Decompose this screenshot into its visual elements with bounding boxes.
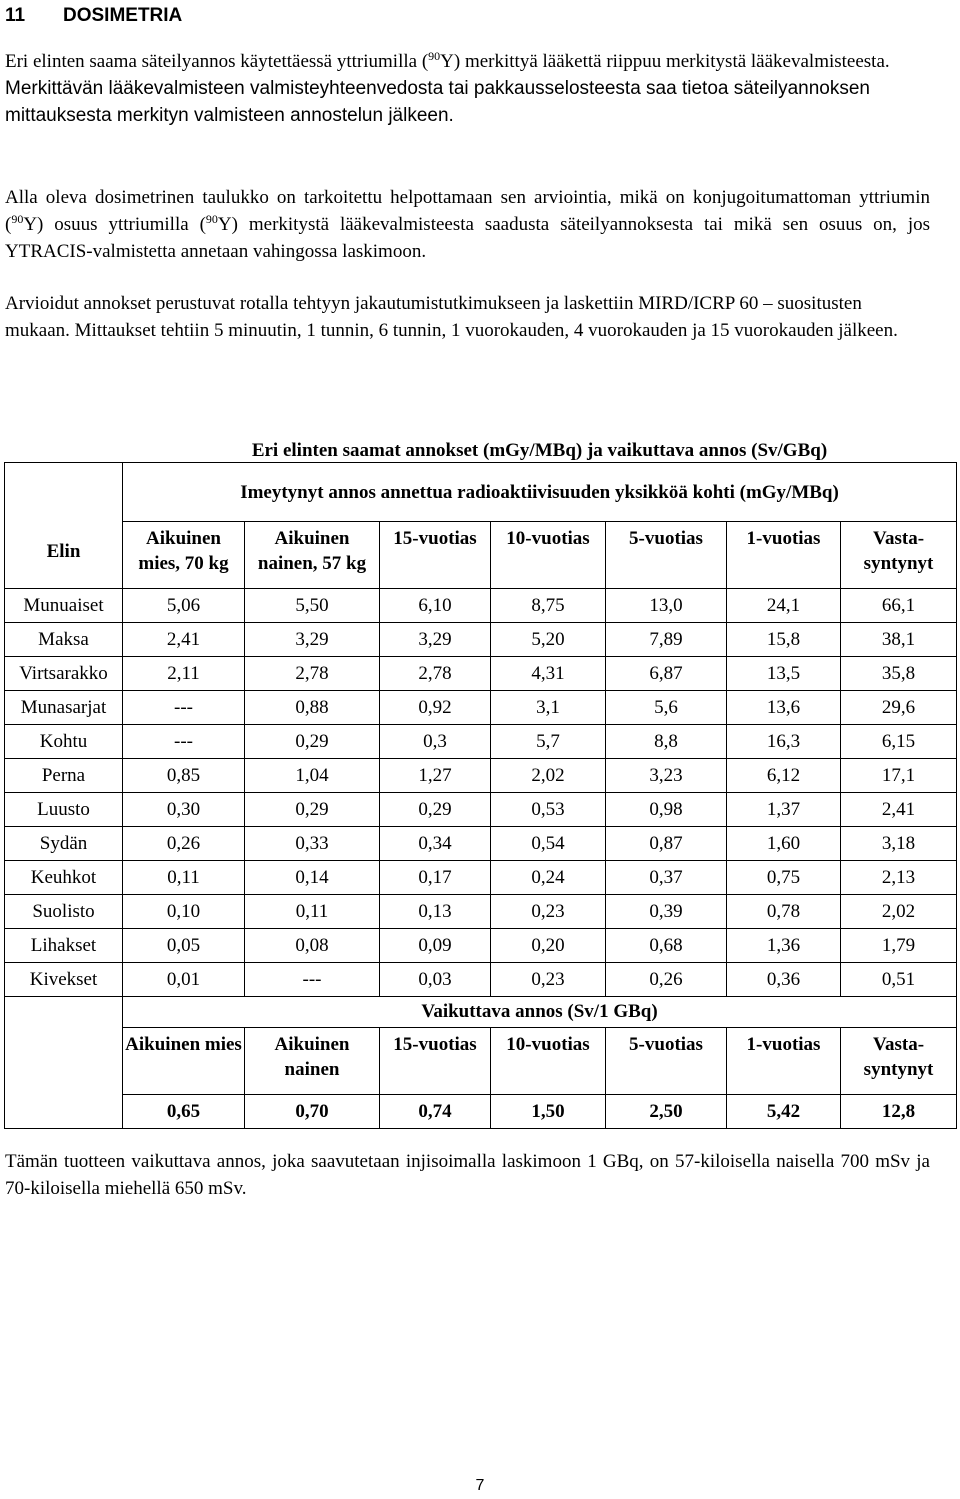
dose-value-cell: 2,02 [491,759,606,793]
table-purpose-paragraph [5,184,930,265]
dose-value-cell: 5,06 [123,589,245,623]
table-row [5,963,957,997]
organ-name-cell: Perna [5,759,123,793]
dose-value-cell: 5,6 [606,691,727,725]
para2-sup2: 90 [205,212,218,226]
dose-value-cell: 0,10 [123,895,245,929]
dose-value-cell: 8,75 [491,589,606,623]
dose-value-cell: 7,89 [606,623,727,657]
dose-value-cell: 6,12 [727,759,841,793]
dose-value-cell: 2,11 [123,657,245,691]
dose-value-cell: 0,08 [245,929,380,963]
effective-value-cell: 2,50 [606,1095,727,1129]
dose-value-cell: 0,68 [606,929,727,963]
page-number: 7 [475,1477,485,1494]
effective-blank-cell [5,997,123,1129]
dose-value-cell: 0,51 [841,963,957,997]
dose-value-cell: 1,60 [727,827,841,861]
dose-value-cell: 24,1 [727,589,841,623]
effective-header-cell: 1-vuotias [727,1028,841,1095]
dose-value-cell: 0,85 [123,759,245,793]
organ-name-cell: Munuaiset [5,589,123,623]
dose-value-cell: --- [123,725,245,759]
dose-value-cell: 0,17 [380,861,491,895]
organ-name-cell: Suolisto [5,895,123,929]
organ-name-cell: Maksa [5,623,123,657]
dose-value-cell: 0,33 [245,827,380,861]
table-row [5,725,957,759]
effective-value-cell: 0,70 [245,1095,380,1129]
dose-value-cell: 0,3 [380,725,491,759]
dose-value-cell: 0,78 [727,895,841,929]
dose-value-cell: 3,18 [841,827,957,861]
dose-value-cell: 3,29 [380,623,491,657]
dose-value-cell: 38,1 [841,623,957,657]
dose-value-cell: 2,78 [245,657,380,691]
dose-value-cell: 5,7 [491,725,606,759]
intro-text-a: Eri elinten saama säteilyannos käytettäessä yttriumilla ( [5,51,429,72]
dose-value-cell: 35,8 [841,657,957,691]
dose-value-cell: 0,39 [606,895,727,929]
table-row [5,623,957,657]
dose-value-cell: 0,34 [380,827,491,861]
dose-value-cell: --- [123,691,245,725]
table-row [5,827,957,861]
header-adult-female: Aikuinen nainen, 57 kg [245,522,380,589]
dose-value-cell: 0,24 [491,861,606,895]
effective-value-cell: 12,8 [841,1095,957,1129]
table-row [5,895,957,929]
table-row [5,929,957,963]
dose-value-cell: 0,98 [606,793,727,827]
organ-name-cell: Sydän [5,827,123,861]
dose-value-cell: 0,14 [245,861,380,895]
dose-value-cell: 0,88 [245,691,380,725]
dose-value-cell: 1,36 [727,929,841,963]
dose-value-cell: 66,1 [841,589,957,623]
dose-value-cell: 13,5 [727,657,841,691]
organ-name-cell: Virtsarakko [5,657,123,691]
dose-value-cell: 0,36 [727,963,841,997]
table-row [5,793,957,827]
dose-value-cell: 2,78 [380,657,491,691]
dose-value-cell: 0,11 [245,895,380,929]
organ-name-cell: Kohtu [5,725,123,759]
effective-value-cell: 0,74 [380,1095,491,1129]
dose-value-cell: 13,6 [727,691,841,725]
organ-name-cell: Kivekset [5,963,123,997]
dose-value-cell: 0,13 [380,895,491,929]
table-row [5,759,957,793]
organ-name-cell: Luusto [5,793,123,827]
table-caption: Eri elinten saamat annokset (mGy/MBq) ja vaikuttava annos (Sv/GBq) [251,440,828,461]
dose-value-cell: 2,41 [841,793,957,827]
table-row [5,589,957,623]
dose-value-cell: 5,20 [491,623,606,657]
effective-dose-caption: Vaikuttava annos (Sv/1 GBq) [123,997,957,1028]
dose-value-cell: 17,1 [841,759,957,793]
dose-value-cell: 0,11 [123,861,245,895]
dose-value-cell: 6,15 [841,725,957,759]
header-adult-male: Aikuinen mies, 70 kg [123,522,245,589]
intro-paragraph [5,48,930,129]
para2-sup1: 90 [11,212,24,226]
dose-value-cell: 0,54 [491,827,606,861]
dose-value-cell: 0,03 [380,963,491,997]
dose-value-cell: 0,05 [123,929,245,963]
header-age-10: 10-vuotias [491,522,606,589]
organ-name-cell: Lihakset [5,929,123,963]
effective-value-cell: 0,65 [123,1095,245,1129]
dose-value-cell: 0,29 [380,793,491,827]
dose-value-cell: 3,23 [606,759,727,793]
intro-sup: 90 [428,49,441,63]
dose-value-cell: 0,53 [491,793,606,827]
table-row [5,657,957,691]
dose-value-cell: 3,1 [491,691,606,725]
dose-value-cell: 1,04 [245,759,380,793]
table-subcaption: Imeytynyt annos annettua radioaktiivisuuden yksikköä kohti (mGy/MBq) [123,463,957,522]
effective-header-cell: 15-vuotias [380,1028,491,1095]
dose-value-cell: 8,8 [606,725,727,759]
dose-value-cell: 1,37 [727,793,841,827]
header-newborn: Vasta-syntynyt [841,522,957,589]
para2-text-b: Y) osuus yttriumilla ( [23,214,206,235]
dose-value-cell: 2,13 [841,861,957,895]
header-age-15: 15-vuotias [380,522,491,589]
dose-value-cell: 0,01 [123,963,245,997]
effective-header-cell: Aikuinen nainen [245,1028,380,1095]
dose-value-cell: 2,41 [123,623,245,657]
dose-value-cell: 15,8 [727,623,841,657]
dosimetry-table [4,462,957,1129]
intro-text-b: Y) merkittyä lääkettä riippuu merkitystä lääkevalmisteesta. [440,51,890,72]
dose-value-cell: 0,09 [380,929,491,963]
header-age-1: 1-vuotias [727,522,841,589]
dose-value-cell: 0,92 [380,691,491,725]
dose-value-cell: 13,0 [606,589,727,623]
dose-value-cell: 0,20 [491,929,606,963]
methods-paragraph: Arvioidut annokset perustuvat rotalla tehtyyn jakautumistutkimukseen ja laskettiin MIRD/ICRP 60 – suositusten mukaan. Mittaukset tehtiin 5 minuutin, 1 tunnin, 6 tunnin, 1 vuorokauden, 4 vuorokauden ja 15 vuorokauden jälkeen. [5,293,898,341]
dose-value-cell: 5,50 [245,589,380,623]
dose-value-cell: 6,87 [606,657,727,691]
intro-text-c: Merkittävän lääkevalmisteen valmisteyhteenvedosta tai pakkausselosteesta saa tietoa säteilyannoksen mittauksesta merkityn valmisteen annostelun jälkeen. [5,78,870,126]
dose-value-cell: 0,23 [491,963,606,997]
footer-paragraph: Tämän tuotteen vaikuttava annos, joka saavutetaan injisoimalla laskimoon 1 GBq, on 57-kiloisella naisella 700 mSv ja 70-kiloisella miehellä 650 mSv. [5,1151,930,1199]
dose-value-cell: 0,37 [606,861,727,895]
effective-header-cell: Aikuinen mies [123,1028,245,1095]
dose-value-cell: 0,30 [123,793,245,827]
dose-value-cell: 0,26 [606,963,727,997]
table-row [5,691,957,725]
dose-value-cell: 29,6 [841,691,957,725]
dose-value-cell: 6,10 [380,589,491,623]
section-heading [5,2,182,29]
section-title: DOSIMETRIA [63,5,183,26]
organ-name-cell: Munasarjat [5,691,123,725]
header-age-5: 5-vuotias [606,522,727,589]
dose-value-cell: 1,79 [841,929,957,963]
dose-value-cell: 0,75 [727,861,841,895]
dose-value-cell: 0,29 [245,725,380,759]
organ-name-cell: Keuhkot [5,861,123,895]
para2-text-a: Alla oleva dosimetrinen taulukko on tarkoitettu helpottamaan sen arviointia, mikä on konjugoitumattoman yttriumin ( [5,187,930,235]
dose-value-cell: 0,23 [491,895,606,929]
dose-value-cell: 0,29 [245,793,380,827]
dose-value-cell: 16,3 [727,725,841,759]
effective-value-cell: 1,50 [491,1095,606,1129]
effective-value-cell: 5,42 [727,1095,841,1129]
dose-value-cell: 4,31 [491,657,606,691]
dose-value-cell: 0,87 [606,827,727,861]
dose-value-cell: 2,02 [841,895,957,929]
effective-header-cell: 5-vuotias [606,1028,727,1095]
table-row [5,861,957,895]
dose-value-cell: --- [245,963,380,997]
dose-value-cell: 3,29 [245,623,380,657]
para2-text-c: Y) merkitystä lääkevalmisteesta saadusta säteilyannoksesta tai mikä sen osuus on, jos YTRACIS-valmistetta annetaan vahingossa laskimoon. [5,214,930,262]
header-organ: Elin [5,463,123,589]
dose-value-cell: 1,27 [380,759,491,793]
effective-header-cell: Vasta-syntynyt [841,1028,957,1095]
effective-header-cell: 10-vuotias [491,1028,606,1095]
section-number: 11 [5,5,26,26]
dose-value-cell: 0,26 [123,827,245,861]
